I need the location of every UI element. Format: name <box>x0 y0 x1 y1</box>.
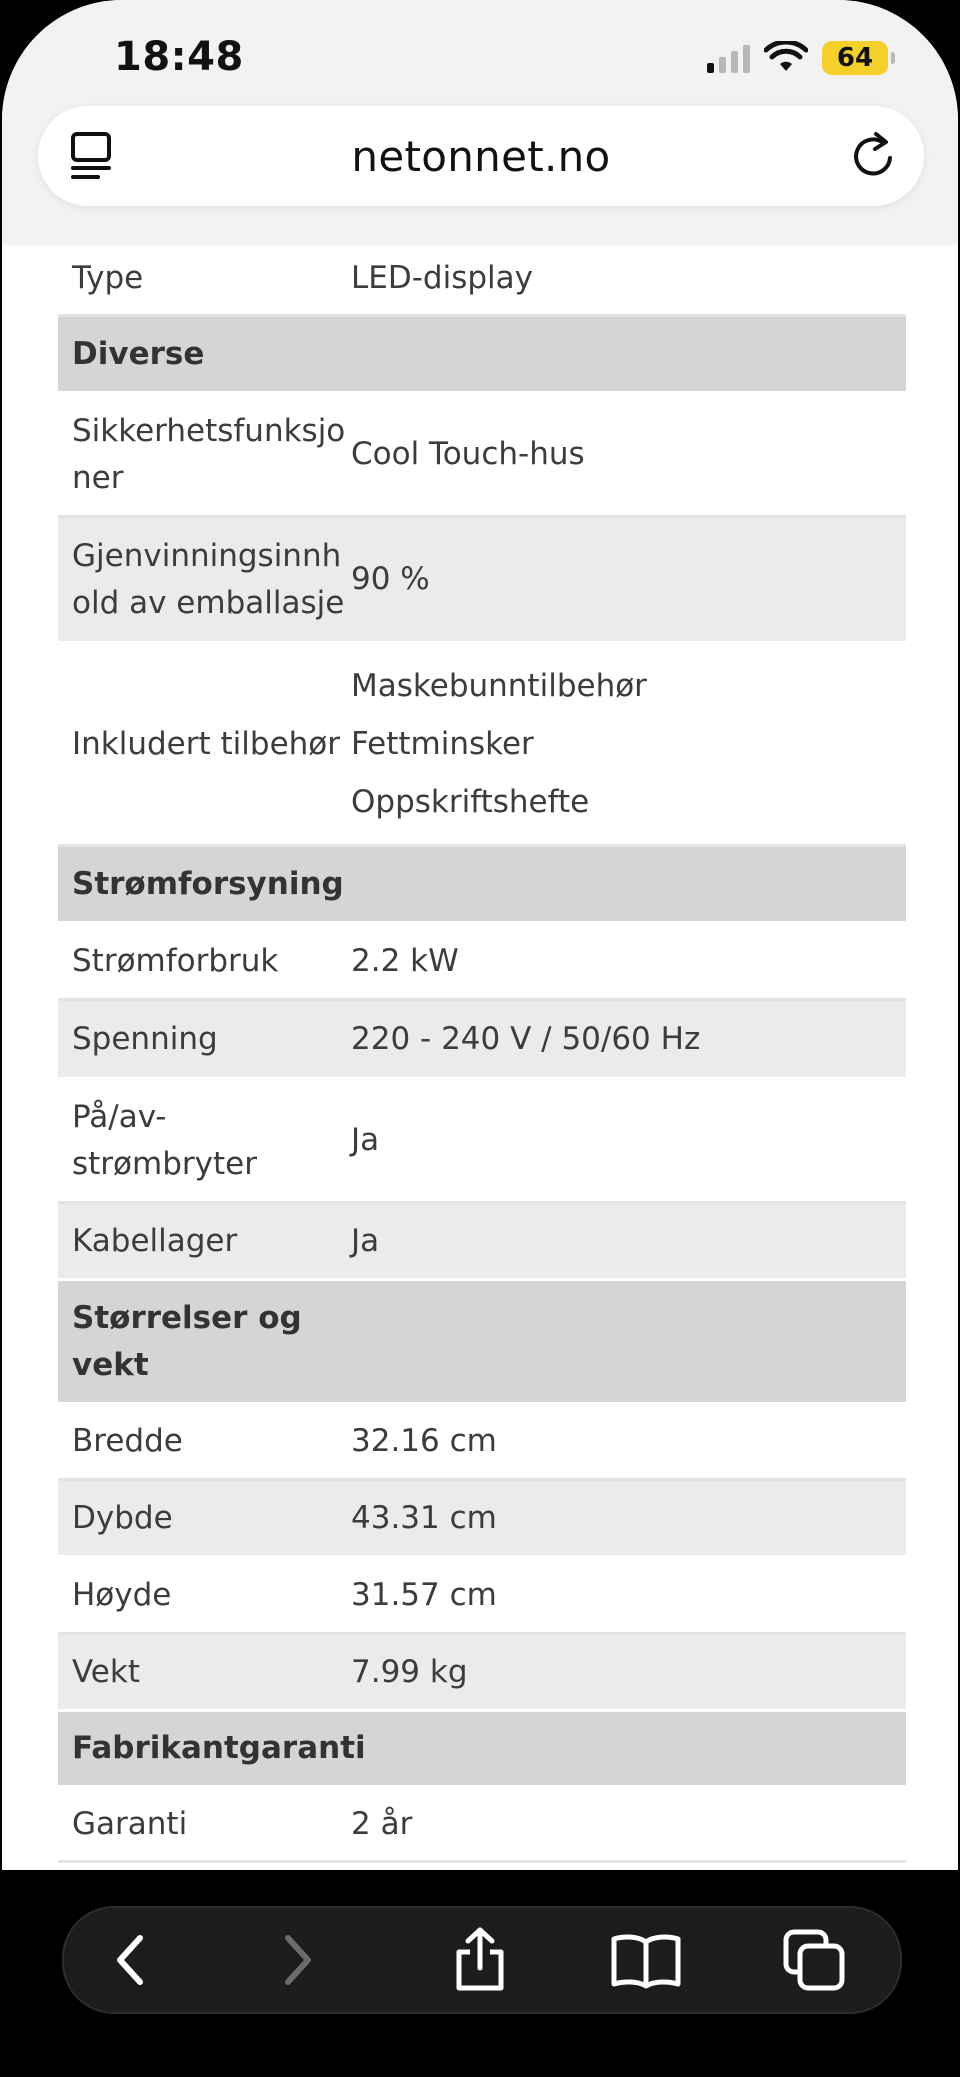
top-chrome <box>2 0 958 243</box>
spec-value: 2.2 kW <box>351 942 459 979</box>
browser-screen <box>2 0 958 1870</box>
back-icon <box>110 1932 150 1988</box>
spec-row <box>58 644 906 847</box>
address-bar[interactable] <box>38 106 924 206</box>
spec-label: Bredde <box>72 1423 183 1459</box>
spec-row <box>58 1481 906 1558</box>
section-header <box>58 1712 906 1788</box>
spec-row <box>58 1204 906 1281</box>
back-button[interactable] <box>94 1924 166 1996</box>
section-title: Diverse <box>72 335 205 372</box>
wifi-icon <box>764 41 808 75</box>
signal-icon <box>707 43 750 73</box>
spec-label: Kabellager <box>72 1222 238 1259</box>
spec-row <box>58 1405 906 1481</box>
tabs-button[interactable] <box>778 1924 850 1996</box>
section-title: Størrelser og vekt <box>72 1299 302 1383</box>
spec-label: Vekt <box>72 1653 140 1690</box>
spec-row <box>58 518 906 644</box>
tabs-icon <box>782 1928 846 1992</box>
spec-label: Strømforbruk <box>72 942 279 979</box>
spec-value: 32.16 cm <box>351 1423 497 1459</box>
spec-label: Dybde <box>72 1499 173 1536</box>
section-title: Strømforsyning <box>72 865 344 902</box>
section-title: Fabrikantgaranti <box>72 1730 366 1766</box>
browser-toolbar <box>62 1906 902 2014</box>
spec-value-list <box>351 644 906 844</box>
spec-label: Inkludert tilbehør <box>72 725 340 762</box>
status-icons <box>707 38 888 78</box>
spec-value: 31.57 cm <box>351 1576 497 1613</box>
spec-row <box>58 1001 906 1080</box>
status-time: 18:48 <box>114 34 244 80</box>
spec-value: Maskebunntilbehør <box>351 668 647 704</box>
reload-icon[interactable] <box>846 128 902 184</box>
forward-icon <box>278 1932 318 1988</box>
spec-row <box>58 1558 906 1635</box>
spec-label: Garanti <box>72 1805 188 1842</box>
spec-row <box>58 243 906 317</box>
spec-label: Type <box>72 260 144 296</box>
spec-value: 43.31 cm <box>351 1499 497 1536</box>
spec-value: 2 år <box>351 1805 413 1842</box>
forward-button[interactable] <box>262 1924 334 1996</box>
spec-value: LED-display <box>351 260 533 296</box>
section-header <box>58 317 906 394</box>
section-header <box>58 1281 906 1405</box>
spec-row <box>58 1080 906 1204</box>
section-header <box>58 847 906 924</box>
spec-value: Ja <box>351 1222 380 1259</box>
spec-label: Gjenvinningsinnhold av emballasje <box>72 537 345 621</box>
spec-value: 90 % <box>351 561 430 597</box>
battery-indicator: 64 <box>822 41 888 75</box>
spec-value: Ja <box>351 1122 380 1158</box>
spec-label: Høyde <box>72 1576 172 1613</box>
bookmarks-button[interactable] <box>610 1924 682 1996</box>
spec-value: Cool Touch-hus <box>351 436 585 472</box>
spec-value: Oppskriftshefte <box>351 784 590 820</box>
spec-row <box>58 394 906 518</box>
spec-label: På/av-strømbryter <box>72 1098 257 1182</box>
share-icon <box>451 1926 509 1994</box>
spec-row <box>58 924 906 1001</box>
spec-row <box>58 1788 906 1863</box>
spec-value: Fettminsker <box>351 726 534 762</box>
specs-table <box>58 243 906 1863</box>
spec-row <box>58 1635 906 1712</box>
spec-label: Spenning <box>72 1020 218 1057</box>
spec-label: Sikkerhetsfunksjoner <box>72 412 346 496</box>
spec-value: 7.99 kg <box>351 1653 468 1690</box>
url-text[interactable]: netonnet.no <box>351 132 611 181</box>
spec-value: 220 - 240 V / 50/60 Hz <box>351 1020 701 1057</box>
bookmarks-icon <box>610 1930 682 1990</box>
share-button[interactable] <box>444 1924 516 1996</box>
